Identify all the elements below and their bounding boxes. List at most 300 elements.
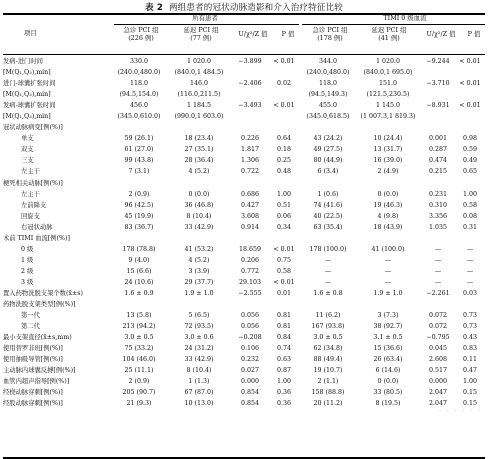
table-row: [3, 133, 485, 144]
cell-s1: −0.208: [238, 334, 262, 342]
cell-b: 3.0 ± 0.6: [184, 334, 214, 342]
row-label: 右冠状动脉: [21, 223, 53, 231]
cell-c: 40 (22.5): [313, 212, 343, 220]
row-label: 血管内超声指导[例(%)]: [3, 378, 70, 386]
cell-c: 2 (1.1): [317, 378, 339, 386]
cell-d: 0 (0.0): [377, 190, 399, 198]
cell-s2: −8.931: [426, 102, 450, 110]
header-delay-label: 延迟 PCI 组: [371, 26, 407, 34]
cell-p2: 0.65: [462, 168, 478, 176]
cell-d: 1.9 ± 1.0: [373, 289, 403, 297]
cell-a: 96 (42.5): [124, 201, 154, 209]
cell-d: 2 (4.9): [377, 168, 399, 176]
table-row: [3, 166, 485, 177]
cell-a: 61 (27.0): [124, 146, 154, 154]
cell-a: 104 (46.0): [122, 356, 156, 364]
row-label: 发病-进门时间: [3, 58, 43, 65]
cell-d: (1 007.3,1 819.3): [360, 113, 416, 121]
cell-c: 6 (3.4): [317, 168, 339, 176]
cell-b: 27 (35.1): [184, 146, 214, 154]
cell-p2: —: [466, 256, 474, 264]
cell-s2: 0.287: [428, 146, 448, 154]
cell-p1: 0.34: [276, 223, 292, 231]
cell-a: 178 (78.8): [122, 245, 156, 253]
header-delay-n: (77 例): [190, 33, 212, 42]
table-row: [3, 122, 485, 133]
table-row: [3, 332, 485, 343]
cell-s2: 0.045: [428, 345, 448, 353]
cell-s2: 2.047: [428, 389, 448, 397]
table-row: [3, 365, 485, 376]
cell-p2: 1.00: [462, 190, 478, 198]
cell-d: 33 (80.5): [373, 389, 403, 397]
cell-p1: < 0.01: [273, 102, 295, 110]
cell-a: 3.0 ± 0.5: [124, 334, 154, 342]
cell-d: —: [384, 267, 392, 275]
cell-s2: 0.072: [428, 323, 448, 331]
cell-p2: 0.98: [462, 135, 478, 143]
cell-s1: 0.106: [240, 345, 260, 353]
cell-a: (240.0,480.0): [117, 69, 161, 77]
cell-a: 2 (0.9): [128, 378, 150, 386]
table-row: [3, 211, 485, 222]
cell-b: 4 (5.2): [188, 256, 210, 264]
table-row: [3, 89, 485, 100]
cell-a: 24 (10.6): [124, 278, 154, 286]
cell-p2: 0.73: [462, 323, 478, 331]
cell-s1: 0.056: [240, 312, 260, 320]
cell-b: 1 020.0: [186, 58, 212, 65]
row-label: 梗死相关动脉[例(%)]: [3, 179, 63, 187]
cell-c: 167 (93.8): [311, 323, 345, 331]
cell-p2: 0.83: [462, 345, 478, 353]
table-row: [3, 354, 485, 365]
row-label: 3 级: [21, 278, 34, 286]
cell-a: 25 (11.1): [124, 367, 154, 375]
row-label: 左主干: [21, 190, 40, 198]
cell-d: 13 (31.7): [373, 146, 403, 154]
table-row: [3, 255, 485, 266]
cell-c: 118.0: [318, 80, 338, 88]
header-delay-all: [172, 27, 230, 42]
cell-s2: 0.517: [428, 367, 448, 375]
cell-a: 9 (4.0): [128, 256, 150, 264]
row-label: 0 级: [21, 245, 34, 253]
header-rule: [3, 54, 485, 55]
cell-s2: 0.215: [428, 168, 448, 176]
cell-d: 1 020.0: [375, 58, 401, 65]
cell-s2: —: [434, 256, 442, 264]
table-row: [3, 244, 485, 255]
cell-p2: 0.11: [462, 356, 478, 364]
row-label: 2 级: [21, 267, 34, 275]
cell-d: —: [384, 256, 392, 264]
cell-s2: 2.047: [428, 400, 448, 408]
cell-s2: 0.072: [428, 312, 448, 320]
table-row: [3, 56, 485, 67]
cell-d: 26 (63.4): [373, 356, 403, 364]
cell-p1: 1.00: [276, 378, 292, 386]
cell-p1: 0.64: [276, 135, 292, 143]
table-row: [3, 398, 485, 409]
cell-b: 67 (87.0): [184, 389, 214, 397]
header-group-timi: TIMI 0 级血流: [383, 14, 427, 22]
table-row: [3, 222, 485, 233]
cell-c: 11 (6.2): [315, 312, 341, 320]
cell-a: 45 (19.9): [124, 212, 154, 220]
cell-s1: 0.206: [240, 256, 260, 264]
cell-d: 0 (0.0): [377, 378, 399, 386]
cell-c: 344.0: [318, 58, 338, 65]
table-row: [3, 266, 485, 277]
cell-p2: 0.58: [462, 201, 478, 209]
cell-s1: 0.722: [240, 168, 260, 176]
row-label: 单支: [21, 135, 34, 143]
table-body: [3, 56, 485, 410]
cell-p1: 0.63: [276, 356, 292, 364]
cell-p1: 1.00: [276, 190, 292, 198]
cell-b: 36 (46.8): [184, 201, 214, 209]
cell-b: 28 (36.4): [184, 157, 214, 165]
cell-s2: 0.310: [428, 201, 448, 209]
cell-s1: 0.854: [240, 400, 260, 408]
cell-p2: 0.59: [462, 146, 478, 154]
row-label: 置入药物洗脱支架个数(x̄±s): [3, 289, 83, 297]
cell-a: 21 (9.3): [126, 400, 152, 408]
cell-p1: 0.36: [276, 400, 292, 408]
row-label: 第一代: [21, 312, 40, 320]
cell-a: 83 (36.7): [124, 223, 154, 231]
cell-p1: 0.06: [276, 212, 292, 220]
cell-a: 213 (94.2): [122, 323, 156, 331]
header-stat-timi: U/χ²/Z 值: [426, 30, 456, 38]
cell-c: —: [324, 278, 332, 286]
cell-d: 151.0: [378, 80, 398, 88]
table-row: [3, 321, 485, 332]
table-row: [3, 310, 485, 321]
cell-b: 1 (1.3): [188, 378, 210, 386]
row-label: 回旋支: [21, 212, 40, 220]
header-early-timi: [302, 27, 358, 42]
cell-p2: —: [466, 267, 474, 275]
cell-s1: 0.232: [240, 356, 260, 364]
cell-c: 3.0 ± 0.5: [313, 334, 343, 342]
cell-c: 80 (44.9): [313, 157, 343, 165]
row-label: [M(Q₁,Q₃),min]: [3, 113, 51, 121]
cell-b: 29 (37.7): [184, 278, 214, 286]
cell-p1: < 0.01: [273, 278, 295, 286]
cell-c: 1.6 ± 0.8: [313, 289, 343, 297]
table-row: [3, 200, 485, 211]
cell-s2: —: [434, 267, 442, 275]
row-label: [M(Q₁,Q₃),min]: [3, 69, 51, 77]
group-timi-rule: [302, 24, 485, 25]
cell-s2: −9.244: [426, 58, 450, 65]
cell-b: 8 (10.4): [186, 212, 212, 220]
table-row: [3, 233, 485, 244]
header-group-all: 所有患者: [192, 14, 218, 22]
cell-b: (840.0,1 484.5): [174, 69, 224, 77]
row-label: 三支: [21, 157, 34, 165]
cell-a: 205 (90.7): [122, 389, 156, 397]
row-label: 使用替罗非班[例(%)]: [3, 345, 63, 353]
table-number: 表 2: [145, 3, 163, 13]
cell-c: 62 (34.8): [313, 345, 343, 353]
row-label: 最小支架直径(x̄±s,mm): [3, 334, 72, 342]
cell-p2: < 0.01: [459, 58, 481, 65]
cell-b: 33 (42.9): [184, 356, 214, 364]
cell-s1: 0.027: [240, 367, 260, 375]
cell-d: 19 (46.3): [373, 201, 403, 209]
cell-p1: 0.02: [276, 80, 292, 88]
cell-c: —: [324, 256, 332, 264]
cell-d: (121.5,230.5): [366, 91, 410, 99]
cell-s1: −2.406: [238, 80, 262, 88]
group-all-rule: [114, 24, 299, 25]
cell-p1: < 0.01: [273, 245, 295, 253]
header-p-timi: P 值: [467, 30, 481, 38]
cell-a: 13 (5.8): [126, 312, 152, 320]
cell-c: 158 (88.8): [311, 389, 345, 397]
cell-a: 118.0: [129, 80, 149, 88]
cell-s2: −0.795: [426, 334, 450, 342]
cell-c: 178 (100.0): [309, 245, 347, 253]
table-row: [3, 155, 485, 166]
cell-s2: 1.035: [428, 223, 448, 231]
cell-p1: 0.75: [276, 256, 292, 264]
cell-s1: 29.103: [238, 278, 262, 286]
cell-s2: −2.261: [426, 289, 450, 297]
cell-s1: 0.427: [240, 201, 260, 209]
cell-p2: 0.43: [462, 334, 478, 342]
cell-d: 1 145.0: [375, 102, 401, 110]
table-row: [3, 299, 485, 310]
cell-s1: 1.817: [240, 146, 260, 154]
cell-p1: 0.81: [276, 323, 292, 331]
row-label: 冠状动脉病变[例(%)]: [3, 124, 63, 132]
cell-p1: 0.74: [276, 345, 292, 353]
table-row: [3, 67, 485, 78]
row-label: 主动脉内球囊反搏[例(%)]: [3, 367, 76, 375]
cell-b: 4 (5.2): [188, 168, 210, 176]
cell-d: 41 (100.0): [371, 245, 405, 253]
cell-p1: 0.87: [276, 367, 292, 375]
cell-p1: 0.36: [276, 389, 292, 397]
cell-p1: 0.48: [276, 168, 292, 176]
header-delay-n: (41 例): [378, 33, 400, 42]
cell-d: 8 (19.5): [375, 400, 401, 408]
cell-a: 7 (3.1): [128, 168, 150, 176]
cell-a: 330.0: [129, 58, 149, 65]
cell-s2: 0.000: [428, 378, 448, 386]
header-delay-label: 延迟 PCI 组: [183, 26, 219, 34]
cell-s2: 0.231: [428, 190, 448, 198]
table-row: [3, 189, 485, 200]
cell-b: 18 (23.4): [184, 135, 214, 143]
cell-b: 0 (0.0): [188, 190, 210, 198]
cell-p1: 0.84: [276, 334, 292, 342]
cell-s1: 18.659: [238, 245, 262, 253]
cell-s1: −2.555: [238, 289, 262, 297]
header-stat-all: U/χ²/Z 值: [238, 30, 268, 38]
cell-b: (990.0,1 603.0): [174, 113, 224, 121]
cell-p1: 0.58: [276, 267, 292, 275]
cell-p2: 1.00: [462, 378, 478, 386]
header-early-label: 急诊 PCI 组: [312, 26, 348, 34]
cell-c: 455.0: [318, 102, 338, 110]
cell-c: 63 (35.4): [313, 223, 343, 231]
cell-s2: 0.474: [428, 157, 448, 165]
cell-c: 1 (0.6): [317, 190, 339, 198]
cell-s1: 0.686: [240, 190, 260, 198]
cell-c: —: [324, 267, 332, 275]
cell-c: 88 (49.4): [313, 356, 343, 364]
cell-s1: 0.914: [240, 223, 260, 231]
cell-p2: 0.03: [462, 289, 478, 297]
cell-s2: 0.001: [428, 135, 448, 143]
cell-d: 38 (92.7): [373, 323, 403, 331]
row-label: 双支: [21, 146, 34, 154]
row-label: 进门-球囊扩张时间: [3, 80, 56, 88]
row-label: [M(Q₁,Q₃),min]: [3, 91, 51, 99]
cell-s2: −3.710: [426, 80, 450, 88]
bottom-rule: [3, 457, 485, 459]
cell-b: 10 (13.0): [184, 400, 214, 408]
row-label: 药物洗脱支架类型[例(%)]: [3, 301, 76, 309]
table-row: [3, 376, 485, 387]
cell-a: 2 (0.9): [128, 190, 150, 198]
row-label: 经桡动脉穿刺[例(%)]: [3, 389, 63, 397]
cell-b: 33 (42.9): [184, 223, 214, 231]
cell-a: 99 (43.8): [124, 157, 154, 165]
cell-a: 59 (26.1): [124, 135, 154, 143]
cell-s1: −3.493: [238, 102, 262, 110]
cell-b: 5 (6.5): [188, 312, 210, 320]
cell-p1: 0.81: [276, 312, 292, 320]
cell-p2: < 0.01: [459, 80, 481, 88]
cell-a: 1.6 ± 0.9: [124, 289, 154, 297]
cell-d: 10 (24.4): [373, 135, 403, 143]
cell-p2: 0.47: [462, 367, 478, 375]
row-label: 使用抽吸导管[例(%)]: [3, 356, 63, 364]
cell-d: 18 (43.9): [373, 223, 403, 231]
table-caption: [0, 1, 488, 13]
header-early-n: (226 例): [128, 33, 154, 42]
cell-p2: —: [466, 245, 474, 253]
cell-c: 20 (11.2): [313, 400, 343, 408]
cell-d: (840.0,1 695.0): [363, 69, 413, 77]
cell-p2: 0.15: [462, 389, 478, 397]
row-label: 经股动脉穿刺[例(%)]: [3, 400, 63, 408]
header-p-all: P 值: [281, 30, 295, 38]
row-label: 左主干: [21, 168, 40, 176]
row-label: 第二代: [21, 323, 40, 331]
cell-a: 456.0: [129, 102, 149, 110]
cell-a: (94.5,154.0): [119, 91, 159, 99]
table-row: [3, 100, 485, 111]
cell-d: 16 (39.0): [373, 157, 403, 165]
cell-p2: 0.15: [462, 400, 478, 408]
cell-p1: 0.01: [276, 289, 292, 297]
cell-p2: 0.49: [462, 157, 478, 165]
row-label: 术前 TIMI 血流[例(%)]: [3, 234, 70, 242]
row-label: 左前降支: [21, 201, 47, 209]
table-row: [3, 277, 485, 288]
row-label: 发病-球囊扩张时间: [3, 102, 56, 110]
cell-p2: < 0.01: [459, 102, 481, 110]
cell-s1: 0.226: [240, 135, 260, 143]
cell-b: 72 (93.5): [184, 323, 214, 331]
cell-b: 146.0: [189, 80, 209, 88]
cell-c: (94.5,149.3): [308, 91, 348, 99]
cell-d: 4 (9.8): [377, 212, 399, 220]
cell-p2: —: [466, 278, 474, 286]
cell-b: 41 (53.2): [184, 245, 214, 253]
cell-p1: 0.25: [276, 157, 292, 165]
cell-d: 15 (36.6): [373, 345, 403, 353]
cell-s1: 1.306: [240, 157, 260, 165]
cell-d: —: [384, 278, 392, 286]
cell-s1: 3.608: [240, 212, 260, 220]
cell-s1: 0.854: [240, 389, 260, 397]
cell-s1: 0.056: [240, 323, 260, 331]
table-row: [3, 288, 485, 299]
cell-d: 6 (14.6): [375, 367, 401, 375]
cell-c: (240.0,480.0): [306, 69, 350, 77]
faint-watermark-marks: · · · · · ·: [439, 408, 482, 415]
header-early-all: [114, 27, 168, 42]
cell-a: 15 (6.6): [126, 267, 152, 275]
cell-b: 8 (10.4): [186, 367, 212, 375]
table-row: [3, 178, 485, 189]
header-early-label: 急诊 PCI 组: [123, 26, 159, 34]
header-delay-timi: [360, 27, 418, 42]
table-row: [3, 144, 485, 155]
cell-s2: 2.608: [428, 356, 448, 364]
cell-s2: —: [434, 278, 442, 286]
cell-b: 24 (31.2): [184, 345, 214, 353]
cell-c: 43 (24.2): [313, 135, 343, 143]
cell-s1: −3.899: [238, 58, 262, 65]
row-label: 1 级: [21, 256, 34, 264]
cell-c: 19 (10.7): [313, 367, 343, 375]
header-early-n: (178 例): [317, 33, 343, 42]
cell-p1: 0.51: [276, 201, 292, 209]
cell-s1: 0.772: [240, 267, 260, 275]
table-row: [3, 343, 485, 354]
cell-s2: 3.356: [428, 212, 448, 220]
cell-p2: 0.73: [462, 312, 478, 320]
cell-b: 1.9 ± 1.0: [184, 289, 214, 297]
table-row: [3, 111, 485, 122]
cell-s1: 0.000: [240, 378, 260, 386]
cell-p2: 0.31: [462, 223, 478, 231]
cell-s2: —: [434, 245, 442, 253]
cell-p1: 0.18: [276, 146, 292, 154]
cell-d: 3.1 ± 0.5: [373, 334, 403, 342]
cell-b: (116.0,211.5): [177, 91, 221, 99]
cell-a: 75 (33.2): [124, 345, 154, 353]
cell-p1: < 0.01: [273, 58, 295, 65]
table-row: [3, 387, 485, 398]
cell-a: (345.0,610.0): [117, 113, 161, 121]
table-title: 两组患者的冠状动脉造影和介入治疗特征比较: [168, 3, 343, 13]
cell-p2: 0.08: [462, 212, 478, 220]
cell-c: (345.0,618.5): [306, 113, 350, 121]
cell-c: 49 (27.5): [313, 146, 343, 154]
cell-c: 74 (41.6): [313, 201, 343, 209]
cell-b: 3 (3.9): [188, 267, 210, 275]
